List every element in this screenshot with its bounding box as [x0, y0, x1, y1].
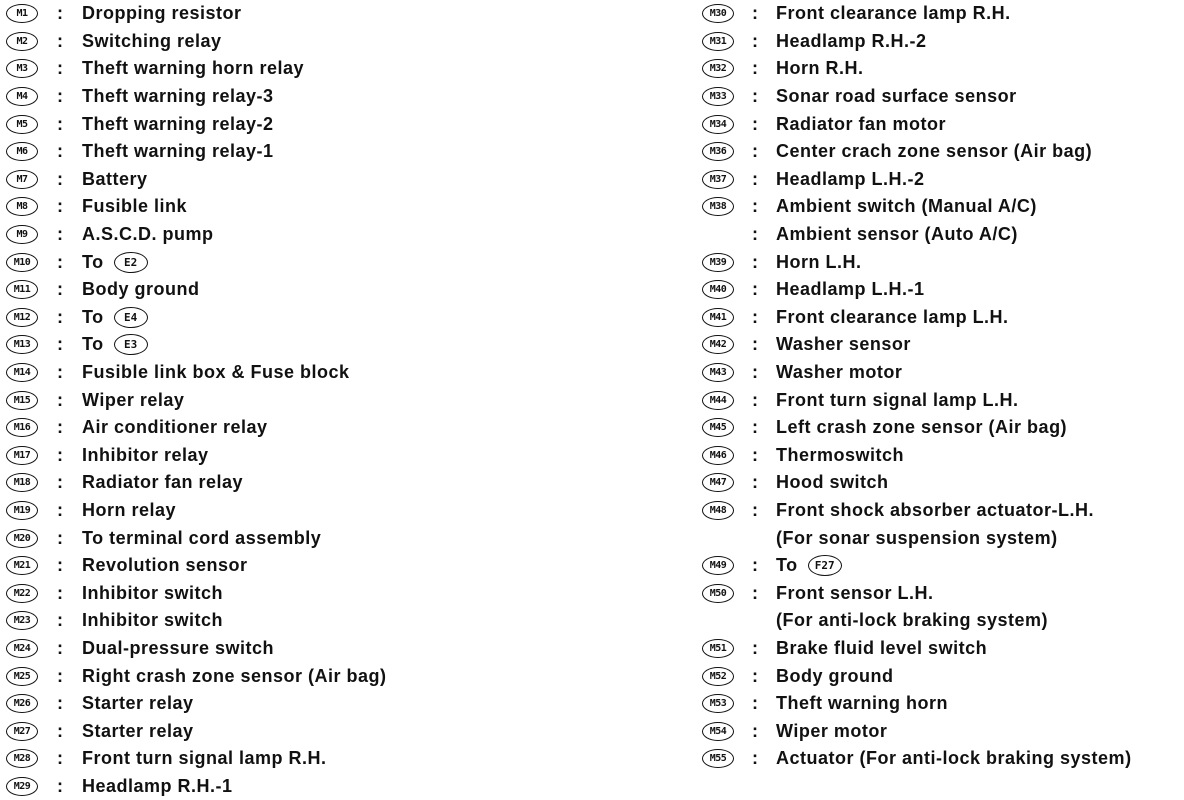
connector-description: Sonar road surface sensor	[776, 86, 1017, 107]
connector-description: Center crach zone sensor (Air bag)	[776, 141, 1093, 162]
connector-code-badge: M49	[702, 556, 734, 575]
connector-row	[6, 276, 606, 304]
connector-ref-badge: F27	[808, 555, 842, 576]
connector-description: (For anti-lock braking system)	[776, 610, 1049, 631]
connector-row	[6, 221, 606, 249]
separator-colon: :	[57, 748, 63, 769]
connector-code-badge: M28	[6, 749, 38, 768]
connector-code-badge: M47	[702, 473, 734, 492]
separator-colon: :	[752, 693, 758, 714]
connector-row	[6, 635, 606, 663]
separator-colon: :	[752, 334, 758, 355]
separator-colon: :	[57, 30, 63, 51]
connector-row	[702, 0, 1180, 28]
connector-description: Inhibitor relay	[82, 444, 209, 465]
connector-row	[6, 414, 606, 442]
connector-list-right	[702, 0, 1180, 773]
separator-colon: :	[57, 168, 63, 189]
separator-colon: :	[752, 279, 758, 300]
connector-code-badge: M23	[6, 611, 38, 630]
connector-code-badge: M13	[6, 335, 38, 354]
connector-code-badge: M30	[702, 4, 734, 23]
connector-code-badge: M51	[702, 639, 734, 658]
connector-code-badge: M7	[6, 170, 38, 189]
separator-colon: :	[752, 86, 758, 107]
separator-colon: :	[752, 417, 758, 438]
connector-description: Revolution sensor	[82, 555, 248, 576]
connector-row	[702, 635, 1180, 663]
separator-colon: :	[752, 30, 758, 51]
separator-colon: :	[752, 306, 758, 327]
connector-description: Right crash zone sensor (Air bag)	[82, 665, 387, 686]
connector-description: (For sonar suspension system)	[776, 527, 1058, 548]
connector-description: Fusible link box & Fuse block	[82, 362, 350, 383]
connector-row	[702, 193, 1180, 221]
separator-colon: :	[57, 306, 63, 327]
connector-description: Front clearance lamp L.H.	[776, 306, 1009, 327]
connector-description: Switching relay	[82, 30, 222, 51]
connector-description: Headlamp R.H.-1	[82, 775, 233, 796]
separator-colon: :	[57, 665, 63, 686]
connector-row	[6, 28, 606, 56]
connector-description: Theft warning horn	[776, 693, 948, 714]
separator-colon: :	[752, 499, 758, 520]
connector-code-badge: M5	[6, 115, 38, 134]
connector-row	[6, 745, 606, 773]
connector-code-badge: M11	[6, 280, 38, 299]
connector-code-badge: M31	[702, 32, 734, 51]
connector-row	[6, 166, 606, 194]
connector-row	[702, 248, 1180, 276]
connector-description: To terminal cord assembly	[82, 527, 322, 548]
separator-colon: :	[752, 720, 758, 741]
connector-row	[702, 304, 1180, 332]
connector-code-badge: M26	[6, 694, 38, 713]
connector-description: Inhibitor switch	[82, 610, 223, 631]
connector-description: Theft warning relay-1	[82, 141, 274, 162]
connector-code-badge: M34	[702, 115, 734, 134]
connector-code-badge: M4	[6, 87, 38, 106]
connector-code-badge: M14	[6, 363, 38, 382]
connector-code-badge: M1	[6, 4, 38, 23]
separator-colon: :	[57, 555, 63, 576]
connector-code-badge: M39	[702, 253, 734, 272]
connector-row	[702, 469, 1180, 497]
connector-description: Battery	[82, 168, 148, 189]
connector-description: Horn L.H.	[776, 251, 862, 272]
connector-code-badge: M12	[6, 308, 38, 327]
connector-code-badge: M6	[6, 142, 38, 161]
connector-description: Air conditioner relay	[82, 417, 268, 438]
connector-row	[702, 607, 1180, 635]
connector-row	[702, 221, 1180, 249]
connector-ref-badge: E4	[114, 307, 148, 328]
separator-colon: :	[57, 417, 63, 438]
separator-colon: :	[57, 141, 63, 162]
connector-code-badge: M40	[702, 280, 734, 299]
connector-description: Front shock absorber actuator-L.H.	[776, 499, 1095, 520]
connector-description: Ambient sensor (Auto A/C)	[776, 224, 1018, 245]
separator-colon: :	[57, 582, 63, 603]
separator-colon: :	[752, 582, 758, 603]
connector-description: Wiper motor	[776, 720, 888, 741]
connector-row	[702, 690, 1180, 718]
connector-code-badge: M20	[6, 529, 38, 548]
connector-row	[702, 83, 1180, 111]
connector-description: Starter relay	[82, 693, 194, 714]
connector-code-badge: M22	[6, 584, 38, 603]
separator-colon: :	[752, 637, 758, 658]
connector-row	[6, 0, 606, 28]
connector-code-badge: M48	[702, 501, 734, 520]
separator-colon: :	[752, 196, 758, 217]
connector-description: Front turn signal lamp R.H.	[82, 748, 327, 769]
connector-row	[6, 469, 606, 497]
connector-description: To	[82, 306, 104, 327]
separator-colon: :	[752, 748, 758, 769]
connector-code-badge: M16	[6, 418, 38, 437]
connector-description: Horn R.H.	[776, 58, 864, 79]
connector-code-badge: M53	[702, 694, 734, 713]
connector-row	[6, 662, 606, 690]
separator-colon: :	[57, 113, 63, 134]
connector-code-badge: M55	[702, 749, 734, 768]
separator-colon: :	[752, 168, 758, 189]
connector-description: Radiator fan motor	[776, 113, 947, 134]
connector-code-badge: M9	[6, 225, 38, 244]
separator-colon: :	[57, 610, 63, 631]
connector-code-badge: M44	[702, 391, 734, 410]
connector-description: To	[82, 334, 104, 355]
connector-code-badge: M19	[6, 501, 38, 520]
connector-row	[6, 773, 606, 800]
connector-row	[702, 745, 1180, 773]
separator-colon: :	[752, 224, 758, 245]
separator-colon: :	[57, 362, 63, 383]
connector-description: Headlamp L.H.-2	[776, 168, 925, 189]
connector-row	[6, 55, 606, 83]
separator-colon: :	[57, 3, 63, 24]
connector-description: Washer sensor	[776, 334, 911, 355]
separator-colon: :	[752, 555, 758, 576]
connector-description: Hood switch	[776, 472, 889, 493]
connector-description: Front clearance lamp R.H.	[776, 3, 1011, 24]
connector-row	[702, 552, 1180, 580]
connector-code-badge: M18	[6, 473, 38, 492]
connector-code-badge: M38	[702, 197, 734, 216]
connector-description: Horn relay	[82, 499, 177, 520]
connector-code-badge: M29	[6, 777, 38, 796]
connector-description: Theft warning relay-3	[82, 86, 274, 107]
connector-description: To	[776, 555, 798, 576]
connector-code-badge: M41	[702, 308, 734, 327]
connector-code-badge: M15	[6, 391, 38, 410]
connector-row	[702, 138, 1180, 166]
connector-row	[702, 359, 1180, 387]
connector-row	[6, 83, 606, 111]
connector-row	[702, 386, 1180, 414]
connector-code-badge: M8	[6, 197, 38, 216]
connector-description: A.S.C.D. pump	[82, 224, 214, 245]
connector-ref-badge: E3	[114, 334, 148, 355]
connector-description: Ambient switch (Manual A/C)	[776, 196, 1037, 217]
separator-colon: :	[57, 775, 63, 796]
connector-row	[702, 110, 1180, 138]
connector-code-badge: M50	[702, 584, 734, 603]
connector-row	[6, 138, 606, 166]
separator-colon: :	[57, 196, 63, 217]
connector-description: Headlamp L.H.-1	[776, 279, 925, 300]
connector-row	[6, 579, 606, 607]
connector-row	[6, 524, 606, 552]
separator-colon: :	[57, 86, 63, 107]
separator-colon: :	[57, 389, 63, 410]
connector-description: Wiper relay	[82, 389, 185, 410]
connector-row	[6, 717, 606, 745]
separator-colon: :	[57, 334, 63, 355]
separator-colon: :	[752, 472, 758, 493]
connector-code-badge: M54	[702, 722, 734, 741]
separator-colon: :	[752, 665, 758, 686]
connector-description: Body ground	[776, 665, 894, 686]
connector-row	[6, 552, 606, 580]
connector-row	[6, 359, 606, 387]
separator-colon: :	[752, 113, 758, 134]
connector-code-badge	[702, 529, 734, 548]
separator-colon: :	[57, 637, 63, 658]
separator-colon: :	[752, 141, 758, 162]
connector-row	[6, 304, 606, 332]
connector-description: Fusible link	[82, 196, 188, 217]
connector-code-badge: M32	[702, 59, 734, 78]
connector-code-badge: M27	[6, 722, 38, 741]
separator-colon: :	[752, 444, 758, 465]
connector-description: Front turn signal lamp L.H.	[776, 389, 1019, 410]
connector-row	[702, 166, 1180, 194]
connector-row	[702, 276, 1180, 304]
connector-list-left	[6, 0, 606, 800]
connector-row	[702, 524, 1180, 552]
connector-code-badge: M10	[6, 253, 38, 272]
separator-colon: :	[752, 389, 758, 410]
connector-row	[702, 414, 1180, 442]
separator-colon: :	[57, 224, 63, 245]
connector-row	[6, 497, 606, 525]
connector-code-badge: M33	[702, 87, 734, 106]
connector-row	[6, 331, 606, 359]
connector-row	[6, 386, 606, 414]
connector-code-badge: M2	[6, 32, 38, 51]
connector-code-badge: M25	[6, 667, 38, 686]
connector-description: Starter relay	[82, 720, 194, 741]
connector-row	[6, 193, 606, 221]
connector-row	[702, 717, 1180, 745]
connector-row	[702, 442, 1180, 470]
separator-colon: :	[752, 362, 758, 383]
connector-description: Dropping resistor	[82, 3, 242, 24]
connector-row	[6, 690, 606, 718]
separator-colon: :	[752, 58, 758, 79]
connector-row	[6, 248, 606, 276]
connector-description: Brake fluid level switch	[776, 637, 988, 658]
connector-description: Theft warning horn relay	[82, 58, 305, 79]
separator-colon: :	[57, 693, 63, 714]
separator-colon: :	[752, 3, 758, 24]
connector-description: Inhibitor switch	[82, 582, 223, 603]
connector-row	[6, 110, 606, 138]
separator-colon: :	[57, 527, 63, 548]
connector-code-badge	[702, 225, 734, 244]
connector-code-badge	[702, 611, 734, 630]
connector-code-badge: M46	[702, 446, 734, 465]
connector-description: Actuator (For anti-lock braking system)	[776, 748, 1132, 769]
connector-description: Left crash zone sensor (Air bag)	[776, 417, 1068, 438]
connector-code-badge: M3	[6, 59, 38, 78]
connector-description: Headlamp R.H.-2	[776, 30, 927, 51]
connector-description: Body ground	[82, 279, 200, 300]
connector-description: Radiator fan relay	[82, 472, 244, 493]
connector-description: Thermoswitch	[776, 444, 905, 465]
separator-colon: :	[752, 251, 758, 272]
connector-row	[702, 497, 1180, 525]
connector-description: To	[82, 251, 104, 272]
connector-row	[702, 28, 1180, 56]
connector-code-badge: M36	[702, 142, 734, 161]
separator-colon: :	[57, 279, 63, 300]
separator-colon: :	[57, 58, 63, 79]
connector-row	[702, 55, 1180, 83]
separator-colon: :	[57, 720, 63, 741]
connector-description: Front sensor L.H.	[776, 582, 934, 603]
separator-colon: :	[57, 251, 63, 272]
connector-description: Theft warning relay-2	[82, 113, 274, 134]
connector-ref-badge: E2	[114, 252, 148, 273]
connector-row	[702, 662, 1180, 690]
connector-code-badge: M42	[702, 335, 734, 354]
connector-description: Washer motor	[776, 362, 903, 383]
connector-code-badge: M21	[6, 556, 38, 575]
connector-row	[6, 607, 606, 635]
separator-colon: :	[57, 444, 63, 465]
connector-code-badge: M24	[6, 639, 38, 658]
connector-description: Dual-pressure switch	[82, 637, 275, 658]
connector-code-badge: M52	[702, 667, 734, 686]
connector-row	[702, 331, 1180, 359]
connector-code-badge: M37	[702, 170, 734, 189]
separator-colon: :	[57, 472, 63, 493]
connector-code-badge: M43	[702, 363, 734, 382]
connector-row	[702, 579, 1180, 607]
connector-row	[6, 442, 606, 470]
connector-code-badge: M17	[6, 446, 38, 465]
connector-code-badge: M45	[702, 418, 734, 437]
separator-colon: :	[57, 499, 63, 520]
